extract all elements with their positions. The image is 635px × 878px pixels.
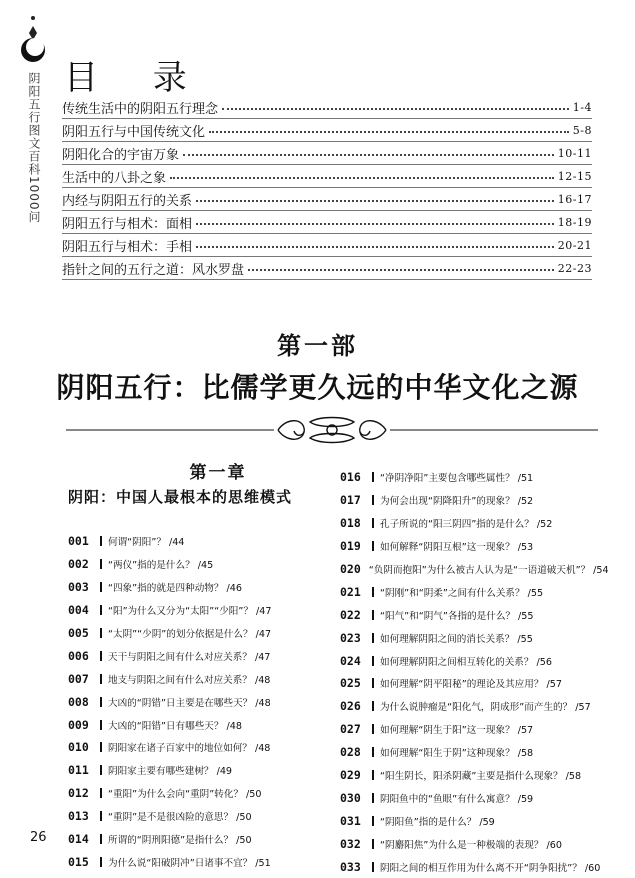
question-number: 025 bbox=[340, 676, 361, 691]
question-bar-marker bbox=[100, 720, 102, 730]
question-item[interactable] bbox=[340, 466, 602, 489]
question-item[interactable] bbox=[340, 764, 602, 787]
question-bar-marker bbox=[372, 770, 374, 780]
toc-leader-dots bbox=[196, 200, 554, 202]
question-number: 018 bbox=[340, 516, 361, 531]
question-number: 005 bbox=[68, 626, 89, 640]
question-text: “重阴”是不是很凶险的意思？ /50 bbox=[108, 812, 252, 824]
question-item[interactable] bbox=[340, 809, 602, 832]
question-item[interactable] bbox=[340, 626, 602, 649]
question-number: 001 bbox=[68, 534, 89, 549]
part-title: 阴阳五行：比儒学更久远的中华文化之源 bbox=[56, 371, 579, 404]
toc-entry-label: 阴阳五行与中国传统文化 bbox=[62, 124, 206, 140]
question-item[interactable] bbox=[68, 667, 340, 690]
question-text: 如何理解“阴平阳秘”的理论及其应用？ /57 bbox=[380, 679, 562, 691]
question-item[interactable] bbox=[340, 489, 602, 512]
question-text: 阴阳之间的相互作用为什么离不开“阴争阳扰”？ /60 bbox=[380, 862, 601, 874]
question-text: “太阴”“少阴”的划分依据是什么？ /47 bbox=[108, 629, 272, 640]
question-bar-marker bbox=[100, 765, 102, 775]
question-text: “阴麝阳焦”为什么是一种极端的表现？ /60 bbox=[380, 839, 562, 851]
question-text: “四象”指的就是四种动物？ /46 bbox=[108, 583, 242, 595]
question-bar-marker bbox=[100, 651, 102, 661]
series-title: 阴阳五行图文百科1000问 bbox=[27, 72, 41, 224]
question-number: 030 bbox=[340, 790, 361, 805]
question-text: “阴阳鱼”指的是什么？ /59 bbox=[380, 816, 495, 828]
toc-entry[interactable] bbox=[62, 165, 592, 188]
toc-entry[interactable] bbox=[62, 188, 592, 211]
question-item[interactable] bbox=[68, 622, 340, 645]
question-number: 033 bbox=[340, 859, 361, 874]
question-bar-marker bbox=[100, 788, 102, 798]
question-item[interactable] bbox=[68, 805, 340, 828]
question-text: “阴刚”和“阴柔”之间有什么关系？ /55 bbox=[380, 587, 544, 599]
chapter-label: 第一章 bbox=[189, 463, 247, 483]
question-number: 006 bbox=[68, 648, 89, 663]
question-text: 如何理解阴阳之间相互转化的关系？ /56 bbox=[380, 656, 552, 668]
question-number: 007 bbox=[68, 671, 89, 686]
question-text: 阴阳家在诸子百家中的地位如何？ /48 bbox=[108, 743, 271, 755]
question-item[interactable] bbox=[340, 535, 602, 558]
question-number: 012 bbox=[68, 786, 89, 801]
question-number: 017 bbox=[340, 493, 361, 508]
question-text: 地支与阴阳之间有什么对应关系？ /48 bbox=[108, 674, 271, 686]
question-number: 016 bbox=[340, 470, 361, 485]
question-text: 如何理解“阳生于阴”这种现象？ /58 bbox=[380, 748, 534, 760]
question-bar-marker bbox=[372, 747, 374, 757]
question-bar-marker bbox=[372, 724, 374, 734]
question-item[interactable] bbox=[68, 530, 340, 553]
question-text: 阴阳家主要有哪些建树？ /49 bbox=[108, 766, 233, 778]
toc-leader-dots bbox=[222, 108, 569, 110]
question-number: 020 bbox=[340, 562, 361, 576]
toc-entry-pages: 10-11 bbox=[557, 146, 592, 160]
toc-entry-label: 生活中的八卦之象 bbox=[62, 170, 167, 186]
question-number: 015 bbox=[68, 854, 89, 869]
toc-entry[interactable] bbox=[62, 211, 592, 234]
toc-leader-dots bbox=[196, 223, 554, 225]
question-number: 013 bbox=[68, 809, 89, 824]
question-item[interactable] bbox=[340, 695, 602, 718]
question-bar-marker bbox=[372, 472, 374, 482]
question-number: 028 bbox=[340, 745, 361, 760]
toc-entry-pages: 22-23 bbox=[557, 261, 592, 275]
toc-entry-pages: 1-4 bbox=[572, 100, 592, 114]
question-bar-marker bbox=[100, 536, 102, 546]
question-bar-marker bbox=[100, 674, 102, 684]
page-number: 26 bbox=[30, 830, 47, 845]
question-number: 023 bbox=[340, 630, 361, 645]
question-bar-marker bbox=[372, 656, 374, 666]
toc-entry[interactable] bbox=[62, 234, 592, 257]
question-text: 大凶的“阳错”日有哪些天？ /48 bbox=[108, 720, 242, 732]
toc-entry[interactable] bbox=[62, 257, 592, 280]
toc-entry-pages: 16-17 bbox=[557, 192, 592, 206]
question-bar-marker bbox=[372, 862, 374, 872]
question-bar-marker bbox=[100, 834, 102, 844]
toc-entry-pages: 18-19 bbox=[557, 215, 592, 229]
question-bar-marker bbox=[100, 697, 102, 707]
toc-leader-dots bbox=[209, 131, 569, 133]
question-text: “阳气”和“阴气”各指的是什么？ /55 bbox=[380, 610, 534, 622]
question-list-left bbox=[68, 530, 340, 873]
question-text: “阳生阴长，阳杀阴藏”主要是指什么现象？ /58 bbox=[380, 771, 582, 783]
question-number: 009 bbox=[68, 717, 89, 732]
toc-entry-pages: 12-15 bbox=[557, 169, 592, 183]
question-item[interactable] bbox=[68, 644, 340, 667]
toc-entry-label: 传统生活中的阴阳五行理念 bbox=[62, 101, 219, 117]
question-bar-marker bbox=[372, 793, 374, 803]
question-item[interactable] bbox=[68, 690, 340, 713]
question-bar-marker bbox=[100, 742, 102, 752]
question-number: 022 bbox=[340, 607, 361, 622]
question-bar-marker bbox=[372, 495, 374, 505]
question-item[interactable] bbox=[68, 782, 340, 805]
question-number: 004 bbox=[68, 603, 89, 618]
toc-entry[interactable] bbox=[62, 142, 592, 165]
question-text: 阴阳鱼中的“鱼眼”有什么寓意？ /59 bbox=[380, 793, 534, 805]
question-number: 019 bbox=[340, 539, 361, 554]
question-item[interactable] bbox=[68, 599, 340, 622]
question-number: 024 bbox=[340, 653, 361, 668]
question-item[interactable] bbox=[68, 759, 340, 782]
question-item[interactable] bbox=[340, 786, 602, 809]
question-number: 010 bbox=[68, 740, 89, 755]
question-text: “阳”为什么又分为“太阳”“少阳”？ /47 bbox=[108, 606, 272, 618]
question-text: “两仪”指的是什么？ /45 bbox=[108, 560, 214, 572]
question-text: 大凶的“阴错”日主要是在哪些天？ /48 bbox=[108, 697, 271, 709]
question-number: 021 bbox=[340, 584, 361, 599]
question-bar-marker bbox=[372, 839, 374, 849]
question-item[interactable] bbox=[340, 741, 602, 764]
question-list-right bbox=[340, 466, 609, 878]
question-text: 何谓“阴阳”？ /44 bbox=[108, 537, 185, 549]
question-bar-marker bbox=[372, 678, 374, 688]
question-text: 为何会出现“阴降阳升”的现象？ /52 bbox=[380, 496, 534, 508]
question-item[interactable] bbox=[68, 553, 340, 576]
question-bar-marker bbox=[372, 701, 374, 711]
question-item[interactable] bbox=[340, 512, 602, 535]
question-bar-marker bbox=[372, 587, 374, 597]
toc-title: 目 录 bbox=[64, 58, 209, 98]
question-text: 为什么说肿瘤是“阳化气，阴成形”而产生的？ /57 bbox=[380, 702, 591, 714]
toc-leader-dots bbox=[170, 177, 554, 179]
question-item[interactable] bbox=[340, 832, 602, 855]
toc-entry[interactable] bbox=[62, 119, 592, 142]
question-item[interactable] bbox=[68, 713, 340, 736]
question-number: 011 bbox=[68, 763, 89, 778]
question-text: 如何解释“阴阳互根”这一现象？ /53 bbox=[380, 542, 534, 554]
ornamental-divider-icon bbox=[66, 414, 598, 446]
toc-entry-label: 阴阳五行与相术：手相 bbox=[62, 239, 193, 255]
question-bar-marker bbox=[100, 605, 102, 615]
question-text: 如何理解阴阳之间的消长关系？ /55 bbox=[380, 633, 533, 645]
question-number: 014 bbox=[68, 832, 89, 847]
toc-entry-label: 阴阳化合的宇宙万象 bbox=[62, 147, 180, 163]
question-number: 031 bbox=[340, 813, 361, 828]
question-bar-marker bbox=[100, 559, 102, 569]
toc-entry[interactable] bbox=[62, 96, 592, 119]
question-text: 天干与阴阳之间有什么对应关系？ /47 bbox=[108, 651, 271, 663]
question-item[interactable] bbox=[68, 850, 340, 873]
question-text: 孔子所说的“阳三阴四”指的是什么？ /52 bbox=[380, 519, 553, 531]
toc-entry-label: 指针之间的五行之道：风水罗盘 bbox=[62, 262, 245, 278]
question-bar-marker bbox=[100, 628, 102, 638]
question-number: 002 bbox=[68, 557, 89, 572]
question-bar-marker bbox=[372, 816, 374, 826]
question-item[interactable] bbox=[340, 672, 602, 695]
question-item[interactable] bbox=[340, 603, 602, 626]
question-item[interactable] bbox=[340, 649, 602, 672]
question-text: “净阴净阳”主要包含哪些属性？ /51 bbox=[380, 473, 534, 485]
toc-leader-dots bbox=[196, 246, 554, 248]
part-label: 第一部 bbox=[277, 331, 358, 360]
question-text: “重阳”为什么会向“重阴”转化？ /50 bbox=[108, 789, 262, 801]
question-bar-marker bbox=[372, 541, 374, 551]
question-item[interactable] bbox=[340, 580, 602, 603]
question-number: 026 bbox=[340, 699, 361, 714]
series-logo-icon bbox=[18, 14, 48, 66]
toc-leader-dots bbox=[183, 154, 554, 156]
toc-entry-label: 内经与阴阳五行的关系 bbox=[62, 193, 193, 209]
question-item[interactable] bbox=[68, 828, 340, 851]
question-item[interactable] bbox=[68, 576, 340, 599]
question-text: 所谓的“阴刑阳德”是指什么？ /50 bbox=[108, 835, 252, 847]
question-number: 032 bbox=[340, 836, 361, 851]
question-number: 003 bbox=[68, 580, 89, 595]
toc-leader-dots bbox=[248, 269, 554, 271]
question-number: 027 bbox=[340, 722, 361, 737]
question-bar-marker bbox=[100, 582, 102, 592]
question-bar-marker bbox=[372, 633, 374, 643]
toc-entry-pages: 5-8 bbox=[572, 123, 592, 137]
question-number: 008 bbox=[68, 694, 89, 709]
question-text: 为什么说“阳破阴冲”日诸事不宜？ /51 bbox=[108, 857, 271, 869]
table-of-contents bbox=[62, 96, 592, 280]
question-item[interactable] bbox=[340, 718, 602, 741]
question-bar-marker bbox=[372, 518, 374, 528]
chapter-title: 阴阳：中国人最根本的思维模式 bbox=[68, 488, 293, 506]
question-text: 如何理解“阴生于阳”这一现象？ /57 bbox=[380, 725, 534, 737]
question-item[interactable] bbox=[340, 558, 609, 581]
question-item[interactable] bbox=[340, 855, 602, 878]
toc-entry-pages: 20-21 bbox=[557, 238, 592, 252]
question-bar-marker bbox=[372, 610, 374, 620]
question-bar-marker bbox=[100, 811, 102, 821]
question-number: 029 bbox=[340, 768, 361, 783]
question-bar-marker bbox=[100, 857, 102, 867]
question-text: “负阴而抱阳”为什么被古人认为是“一语道破天机”？ /54 bbox=[368, 565, 609, 576]
toc-entry-label: 阴阳五行与相术：面相 bbox=[62, 216, 193, 232]
question-item[interactable] bbox=[68, 736, 340, 759]
